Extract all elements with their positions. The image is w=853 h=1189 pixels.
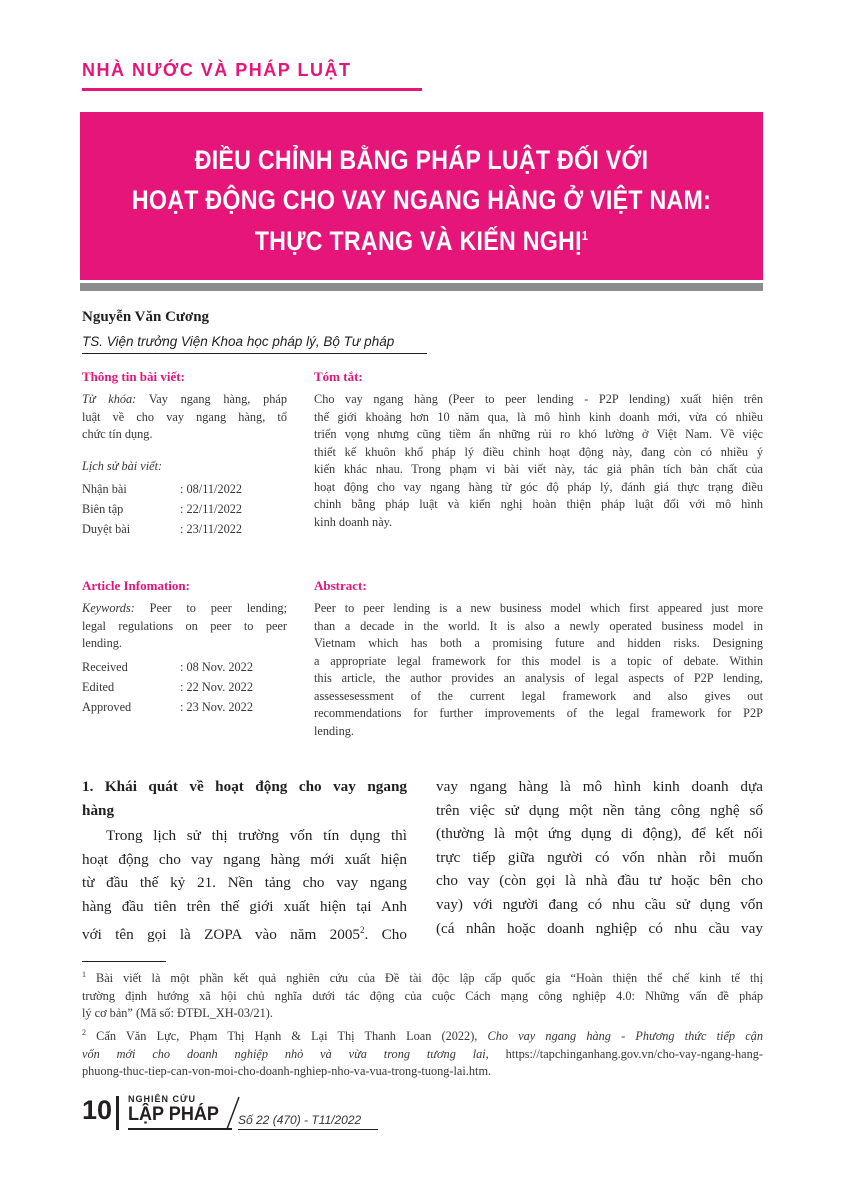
article-info-en [82,578,287,717]
footnote-1: $^1$ Bài viết là một phần kết quả nghiên cứu của Đề tài độc lập cấp quốc gia “Hoàn thiện thể chế kinh tế thị trường định hướng xã hội chủ nghĩa dưới tác động của cuộc Cách mạng công nghiệp 4.0: Những vấn đề pháp lý cơ bản” (Mã số: ĐTĐL_XH-03/21). [82,970,763,1021]
title-underbar [80,283,763,291]
article-title-line-1: ĐIỀU CHỈNH BẰNG PHÁP LUẬT ĐỐI VỚI [194,145,649,175]
history-vi [82,479,287,539]
keywords-en-label: Keywords: [82,601,135,615]
footnote-2: $^2$ Cấn Văn Lực, Phạm Thị Hạnh & Lại Thị Thanh Loan (2022), Cho vay ngang hàng - Phương thức tiếp cận vốn mới cho doanh nghiệp nhỏ và vừa trong tương lai, https://tapchinganhang.gov.vn/cho-vay-ngang-hang- phuong-thuc-tiep-can-von-moi-cho-doanh-nghiep-nho-va-vua-trong-tuong-lai.htm. [82,1024,763,1081]
history-en [82,657,287,717]
footnote-ref-2: 2 [360,924,365,935]
article-title-line-3: THỰC TRẠNG VÀ KIẾN NGHỊ$^1$ [254,226,589,256]
keywords-vi-label: Từ khóa: [82,392,137,406]
history-row: Duyệt bài : 23/11/2022 [82,522,243,536]
issue-info: Số 22 (470) - T11/2022 [238,1113,362,1127]
body-paragraph-left: Trong lịch sử thị trường vốn tín dụng thì hoạt động cho vay ngang hàng mới xuất hiện từ đầu thế kỷ 21. Nền tảng cho vay ngang hàng đầu tiên trên thế giới xuất hiện tại Anh với tên gọi là ZOPA vào năm 2005$^2$. Cho [82,827,407,943]
footer-divider [116,1096,119,1130]
title-footnote-mark: 1 [581,228,589,243]
journal-logo: LẬP PHÁP [128,1104,219,1125]
footnote-separator [82,961,166,962]
author-affiliation: TS. Viện trưởng Viện Khoa học pháp lý, Bộ Tư pháp [82,334,395,349]
section-heading-line-2: hàng [82,801,115,819]
section-divider [82,88,422,91]
journal-logo-top: NGHIÊN CỨU [128,1094,196,1104]
abstract-en [314,578,763,740]
footnote-2-url-cont[interactable]: phuong-thuc-tiep-can-von-moi-cho-doanh-nghiep-nho-va-vua-trong-tuong-lai.htm. [82,1064,492,1079]
keywords-en: Keywords: Peer to peer lending; legal regulations on peer to peer lending. [82,601,287,650]
history-row: Nhận bài : 08/11/2022 [82,482,243,496]
body-column-left [82,775,407,946]
section-label: NHÀ NƯỚC VÀ PHÁP LUẬT [82,60,352,80]
summary-vi [314,369,763,531]
article-info-vi [82,369,287,539]
article-title-line-2: HOẠT ĐỘNG CHO VAY NGANG HÀNG Ở VIỆT NAM: [131,185,712,215]
article-info-en-heading: Article Infomation: [82,578,190,593]
footnote-2-url[interactable]: https://tapchinganhang.gov.vn/cho-vay-ngang-hang- [505,1046,763,1061]
article-info-vi-heading: Thông tin bài viết: [82,369,185,384]
history-row: Approved : 23 Nov. 2022 [82,699,253,714]
section-heading-line-1: 1. Khái quát về hoạt động cho vay ngang [82,778,407,795]
journal-logo-underline [128,1128,232,1130]
history-row: Biên tập : 22/11/2022 [82,502,243,516]
author-name: Nguyễn Văn Cương [82,309,210,325]
body-column-right: vay ngang hàng là mô hình kinh doanh dựa trên việc sử dụng một nền tảng công nghệ số (thường là một ứng dụng di động), để kết nối trực tiếp giữa người có vốn nhàn rỗi muốn cho vay (còn gọi là nhà đầu tư hoặc bên cho vay) với người đang có nhu cầu sử dụng vốn (cá nhân hoặc doanh nghiệp có nhu cầu vay [436,778,763,937]
issue-underline [238,1129,378,1130]
history-row: Received : 08 Nov. 2022 [82,659,253,674]
abstract-en-heading: Abstract: [314,578,367,593]
abstract-en-text: Peer to peer lending is a new business model which first appeared just more than a decade in the world. It is also a newly operated business model in Vietnam which has both a promising future and hidden risks. Designing a appropriate legal framework for this model is a topic of debate. Within this article, the author provides an analysis of legal aspects of P2P lending, assessesessment of the current legal framework and also gives out recommendations for further improvements of the legal framework for P2P lending. [314,601,763,738]
history-vi-label: Lịch sử bài viết: [82,458,163,473]
page-number: 10 [82,1095,113,1125]
summary-vi-heading: Tóm tắt: [314,369,363,384]
summary-vi-text: Cho vay ngang hàng (Peer to peer lending - P2P lending) xuất hiện trên thế giới khoảng hơn 10 năm qua, là mô hình kinh doanh mới, vừa có nhiều triển vọng nhưng cũng tiềm ẩn những rủi ro khó lường ở Việt Nam. Về việc thiết kế khuôn khổ pháp lý điều chỉnh hoạt động này, đang còn có nhiều ý kiến khác nhau. Trong phạm vi bài viết này, tác giả phân tích bản chất của hoạt động cho vay ngang hàng từ góc độ pháp lý, đánh giá thực trạng điều chỉnh bằng pháp luật và kiến nghị hoàn thiện pháp luật đối với mô hình kinh doanh này. [314,392,763,529]
keywords-vi: Từ khóa: Vay ngang hàng, pháp luật về cho vay ngang hàng, tổ chức tín dụng. [82,392,287,441]
history-row: Edited : 22 Nov. 2022 [82,679,253,694]
affiliation-underline [82,353,427,354]
